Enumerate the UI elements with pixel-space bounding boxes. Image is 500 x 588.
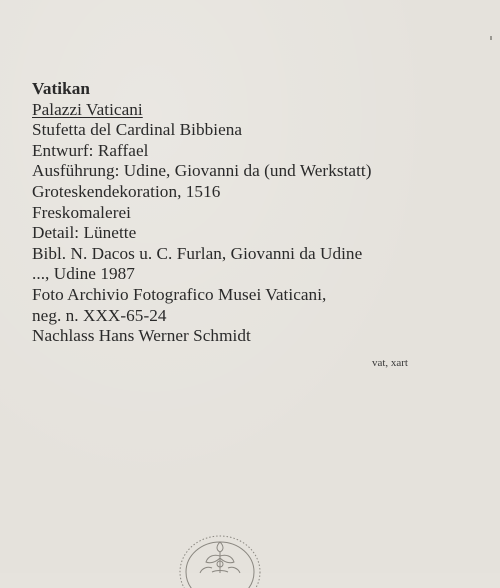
bibliography-line-1: Bibl. N. Dacos u. C. Furlan, Giovanni da Udine [32,243,363,263]
classification-codes: vat, xart [371,357,408,369]
building-name: Palazzi Vaticani [32,99,143,119]
ornamental-stamp-icon [172,528,268,588]
corner-mark [490,36,492,40]
photo-source-line-1: Foto Archivio Fotografico Musei Vaticani, [32,284,327,304]
technique: Freskomalerei [32,202,131,222]
estate-note: Nachlass Hans Werner Schmidt [32,326,251,346]
photo-source-line-2: neg. n. XXX-65-24 [32,305,167,325]
record-text [32,79,472,347]
design-credit: Entwurf: Raffael [32,140,149,160]
room-name: Stufetta del Cardinal Bibbiena [32,120,243,140]
detail: Detail: Lünette [32,223,137,243]
execution-credit: Ausführung: Udine, Giovanni da (und Werkstatt) [32,161,372,181]
decoration-date: Groteskendekoration, 1516 [32,181,221,201]
location-heading: Vatikan [32,79,90,98]
bibliography-line-2: ..., Udine 1987 [32,264,135,284]
